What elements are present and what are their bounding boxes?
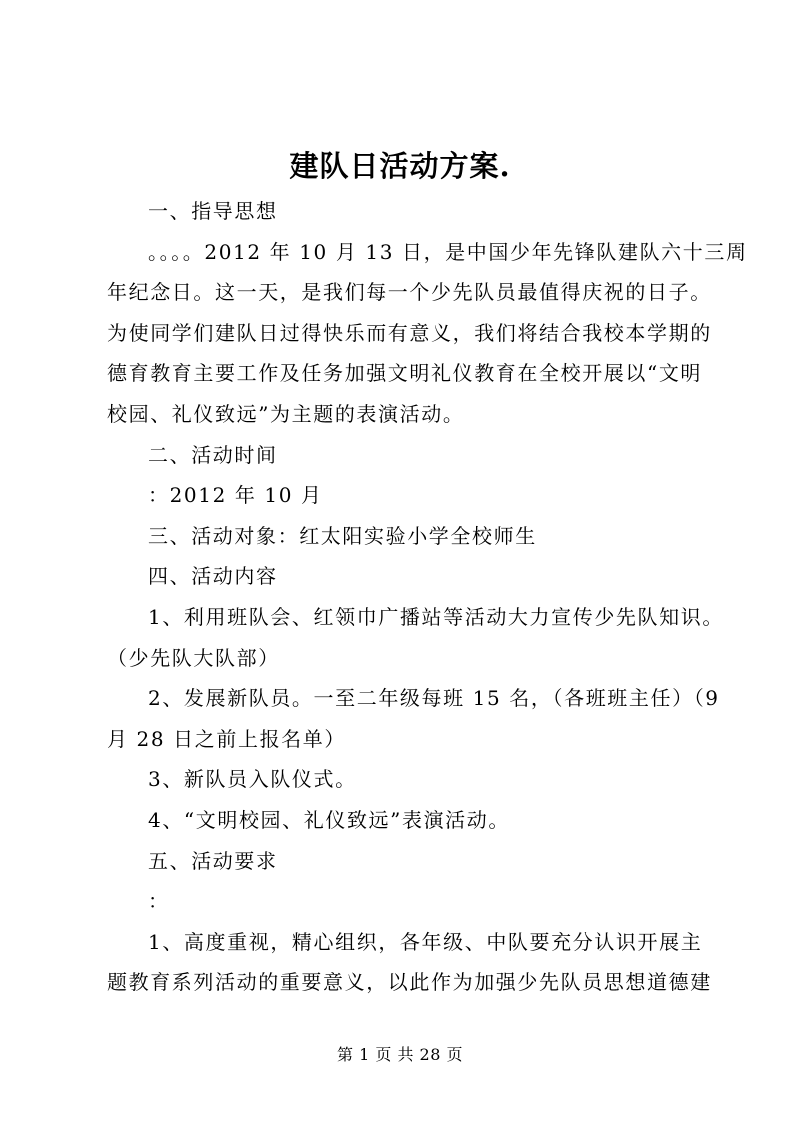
content-item-2-cont: 月 28 日之前上报名单） xyxy=(107,726,346,751)
document-body xyxy=(107,191,748,1003)
requirement-item-1-cont: 题教育系列活动的重要意义，以此作为加强少先队员思想道德建 xyxy=(107,970,712,995)
heading-activity-time: 二、活动时间 xyxy=(148,442,278,467)
heading-activity-target: 三、活动对象：红太阳实验小学全校师生 xyxy=(148,523,537,548)
content-item-1: 1、利用班队会、红领巾广播站等活动大力宣传少先队知识。 xyxy=(148,604,724,629)
activity-time-value: ：2012 年 10 月 xyxy=(148,483,323,508)
paragraph-line: 德育教育主要工作及任务加强文明礼仪教育在全校开展以“文明 xyxy=(107,361,703,386)
heading-guiding-thought: 一、指导思想 xyxy=(148,199,278,223)
requirements-colon: ： xyxy=(148,889,170,914)
paragraph-line: 年纪念日。这一天，是我们每一个少先队员最值得庆祝的日子。 xyxy=(107,280,712,305)
paragraph-line: 为使同学们建队日过得快乐而有意义，我们将结合我校本学期的 xyxy=(107,320,712,345)
heading-activity-requirements: 五、活动要求 xyxy=(148,848,278,873)
paragraph-line: 。。。。2012 年 10 月 13 日，是中国少年先锋队建队六十三周 xyxy=(148,239,748,264)
page-number-footer: 第 1 页 共 28 页 xyxy=(337,1045,463,1064)
content-item-3: 3、新队员入队仪式。 xyxy=(148,767,357,792)
heading-activity-content: 四、活动内容 xyxy=(148,564,278,589)
content-item-4: 4、“文明校园、礼仪致远”表演活动。 xyxy=(148,807,510,832)
content-item-1-owner: （少先队大队部） xyxy=(107,645,280,670)
document-title: 建队日活动方案. xyxy=(289,149,511,183)
content-item-2: 2、发展新队员。一至二年级每班 15 名，（各班班主任）（9 xyxy=(148,686,720,711)
paragraph-line: 校园、礼仪致远”为主题的表演活动。 xyxy=(107,401,465,426)
requirement-item-1: 1、高度重视，精心组织，各年级、中队要充分认识开展主 xyxy=(148,929,703,954)
